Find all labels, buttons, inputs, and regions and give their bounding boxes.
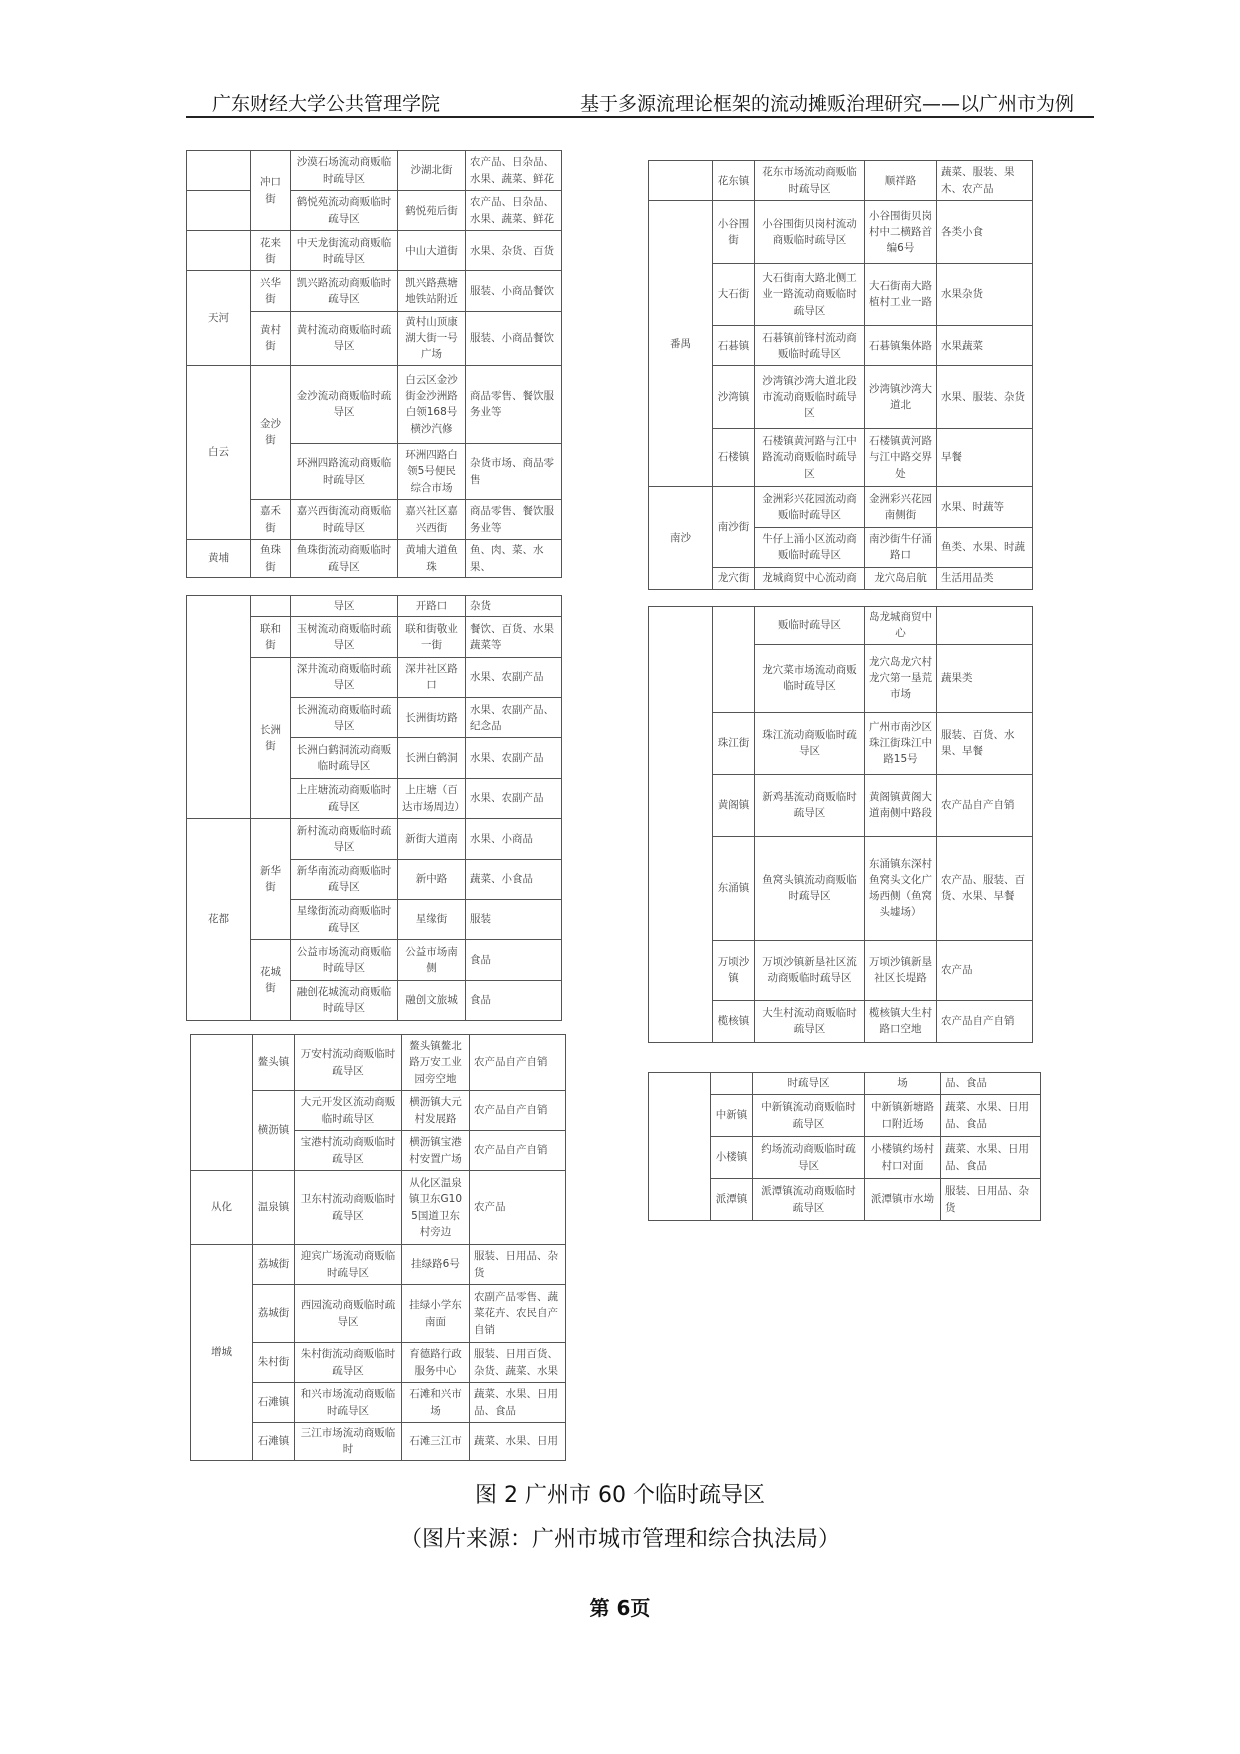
stall-table — [186, 150, 562, 578]
zone-location: 小楼镇约场村村口对面 — [865, 1137, 941, 1179]
table-row — [187, 819, 562, 859]
subdistrict-cell: 南沙街 — [713, 487, 755, 568]
zone-goods: 水果、农副产品、纪念品 — [466, 698, 562, 738]
subdistrict-cell: 派潭镇 — [711, 1179, 753, 1221]
subdistrict-cell: 龙穴街 — [713, 567, 755, 589]
zone-location: 黄村山顶康湖大街一号广场 — [398, 311, 466, 365]
subdistrict-cell: 兴华街 — [251, 271, 291, 311]
zone-name: 万顷沙镇新垦社区流动商贩临时疏导区 — [755, 940, 865, 1000]
zone-name: 金洲彩兴花园流动商贩临时疏导区 — [755, 487, 865, 527]
zone-goods: 服装、小商品餐饮 — [466, 271, 562, 311]
district-cell: 花都 — [187, 819, 251, 1021]
subdistrict-cell: 横沥镇 — [253, 1091, 295, 1171]
zone-name: 宝港村流动商贩临时疏导区 — [295, 1131, 402, 1171]
zone-location: 黄阁镇黄阁大道南侧中路段 — [865, 774, 937, 836]
zone-name: 时疏导区 — [753, 1073, 865, 1095]
header-institution: 广东财经大学公共管理学院 — [212, 93, 441, 115]
table-row — [187, 596, 562, 617]
subdistrict-cell: 花东镇 — [713, 161, 755, 201]
zone-location: 沙湖北街 — [398, 151, 466, 191]
table-block-3 — [190, 1034, 565, 1454]
zone-goods: 水果、农副产品 — [466, 657, 562, 697]
zone-goods: 服装、百货、水果、早餐 — [937, 712, 1033, 774]
subdistrict-cell: 温泉镇 — [253, 1171, 295, 1245]
stall-table — [648, 606, 1033, 1043]
zone-goods: 农产品、日杂品、水果、蔬菜、鲜花 — [466, 191, 562, 231]
zone-location: 长洲白鹤洞 — [398, 738, 466, 778]
zone-goods: 农产品自产自销 — [937, 774, 1033, 836]
subdistrict-cell: 黄村街 — [251, 311, 291, 365]
stall-table — [648, 160, 1033, 590]
zone-location: 联和街敬业一街 — [398, 617, 466, 657]
figure-source: （图片来源：广州市城市管理和综合执法局） — [399, 1527, 840, 1552]
zone-name: 卫东村流动商贩临时疏导区 — [295, 1171, 402, 1245]
zone-name: 嘉兴西街流动商贩临时疏导区 — [291, 500, 398, 540]
zone-goods: 鱼类、水果、时蔬 — [937, 527, 1033, 567]
zone-location: 从化区温泉镇卫东G105国道卫东村旁边 — [402, 1171, 470, 1245]
zone-name: 朱村街流动商贩临时疏导区 — [295, 1343, 402, 1383]
zone-goods: 服装、日用品、杂货 — [941, 1179, 1041, 1221]
zone-name: 长洲白鹤洞流动商贩临时疏导区 — [291, 738, 398, 778]
subdistrict-cell: 联和街 — [251, 617, 291, 657]
zone-goods: 蔬菜、水果、日用 — [470, 1423, 566, 1461]
zone-location: 中新镇新塘路口附近场 — [865, 1095, 941, 1137]
zone-name: 金沙流动商贩临时疏导区 — [291, 365, 398, 443]
district-cell: 黄埔 — [187, 540, 251, 578]
table-row — [649, 161, 1033, 201]
subdistrict-cell: 万顷沙镇 — [713, 940, 755, 1000]
zone-name: 珠江流动商贩临时疏导区 — [755, 712, 865, 774]
zone-goods: 商品零售、餐饮服务业等 — [466, 365, 562, 443]
zone-location: 横沥镇大元村发展路 — [402, 1091, 470, 1131]
zone-name: 石楼镇黄河路与江中路流动商贩临时疏导区 — [755, 428, 865, 486]
subdistrict-cell: 石滩镇 — [253, 1383, 295, 1423]
zone-name: 新鸡基流动商贩临时疏导区 — [755, 774, 865, 836]
zone-goods: 商品零售、餐饮服务业等 — [466, 500, 562, 540]
zone-name: 鱼珠街流动商贩临时疏导区 — [291, 540, 398, 578]
district-cell: 从化 — [191, 1171, 253, 1245]
zone-goods: 品、食品 — [941, 1073, 1041, 1095]
zone-goods: 服装、日用品、杂货 — [470, 1245, 566, 1285]
zone-location: 榄核镇大生村路口空地 — [865, 1000, 937, 1042]
zone-goods: 水果、时蔬等 — [937, 487, 1033, 527]
zone-goods: 服装、小商品餐饮 — [466, 311, 562, 365]
zone-location: 龙穴岛龙穴村龙穴第一垦荒市场 — [865, 644, 937, 712]
zone-name: 约场流动商贩临时疏导区 — [753, 1137, 865, 1179]
zone-name: 派潭镇流动商贩临时疏导区 — [753, 1179, 865, 1221]
table-row — [191, 1035, 566, 1091]
district-cell: 番禺 — [649, 201, 713, 487]
zone-location: 中山大道街 — [398, 231, 466, 271]
zone-location: 白云区金沙街金沙洲路白领168号横沙汽修 — [398, 365, 466, 443]
subdistrict-cell: 石滩镇 — [253, 1423, 295, 1461]
table-block-5 — [648, 606, 1032, 1040]
zone-location: 广州市南沙区珠江街珠江中路15号 — [865, 712, 937, 774]
zone-goods: 农产品 — [470, 1171, 566, 1245]
zone-name: 万安村流动商贩临时疏导区 — [295, 1035, 402, 1091]
zone-name: 深井流动商贩临时疏导区 — [291, 657, 398, 697]
zone-location: 龙穴岛启航 — [865, 567, 937, 589]
zone-name: 沙漠石场流动商贩临时疏导区 — [291, 151, 398, 191]
zone-location: 长洲街坊路 — [398, 698, 466, 738]
subdistrict-cell: 珠江街 — [713, 712, 755, 774]
subdistrict-cell: 小楼镇 — [711, 1137, 753, 1179]
zone-goods: 蔬果类 — [937, 644, 1033, 712]
zone-location: 公益市场南侧 — [398, 940, 466, 980]
zone-goods: 蔬菜、水果、日用品、食品 — [941, 1137, 1041, 1179]
zone-goods: 农产品自产自销 — [470, 1035, 566, 1091]
zone-name: 中天龙街流动商贩临时疏导区 — [291, 231, 398, 271]
table-row — [187, 231, 562, 271]
zone-goods: 生活用品类 — [937, 567, 1033, 589]
zone-goods — [937, 607, 1033, 645]
zone-goods: 杂货市场、商品零售 — [466, 443, 562, 499]
page-header — [186, 86, 1094, 118]
zone-location: 顺祥路 — [865, 161, 937, 201]
subdistrict-cell: 鱼珠街 — [251, 540, 291, 578]
zone-goods: 鱼、肉、菜、水果、 — [466, 540, 562, 578]
zone-goods: 农产品自产自销 — [937, 1000, 1033, 1042]
table-row — [191, 1171, 566, 1245]
zone-name: 牛仔上涌小区流动商贩临时疏导区 — [755, 527, 865, 567]
zone-name: 长洲流动商贩临时疏导区 — [291, 698, 398, 738]
zone-location: 派潭镇市水坳 — [865, 1179, 941, 1221]
zone-goods: 农产品、服装、百货、水果、早餐 — [937, 836, 1033, 940]
zone-location: 大石街南大路植村工业一路 — [865, 263, 937, 325]
zone-name: 和兴市场流动商贩临时疏导区 — [295, 1383, 402, 1423]
zone-location: 小谷围街贝岗村中二横路首编6号 — [865, 201, 937, 263]
table-row — [649, 1073, 1041, 1095]
zone-goods: 农副产品零售、蔬菜花卉、农民自产自销 — [470, 1285, 566, 1343]
zone-goods: 水果、杂货、百货 — [466, 231, 562, 271]
table-row — [187, 191, 562, 231]
subdistrict-cell: 榄核镇 — [713, 1000, 755, 1042]
zone-name: 星缘街流动商贩临时疏导区 — [291, 899, 398, 939]
subdistrict-cell: 冲口街 — [251, 151, 291, 231]
table-row — [187, 540, 562, 578]
zone-goods: 蔬菜、水果、日用品、食品 — [941, 1095, 1041, 1137]
zone-location: 黄埔大道鱼珠 — [398, 540, 466, 578]
subdistrict-cell: 嘉禾街 — [251, 500, 291, 540]
table-block-6 — [648, 1072, 1040, 1220]
subdistrict-cell: 花来街 — [251, 231, 291, 271]
zone-location: 环洲四路白领5号便民综合市场 — [398, 443, 466, 499]
zone-name: 三江市场流动商贩临时 — [295, 1423, 402, 1461]
zone-location: 星缘街 — [398, 899, 466, 939]
zone-location: 挂绿小学东南面 — [402, 1285, 470, 1343]
subdistrict-cell: 大石街 — [713, 263, 755, 325]
zone-location: 石滩三江市 — [402, 1423, 470, 1461]
subdistrict-cell: 朱村街 — [253, 1343, 295, 1383]
zone-name: 迎宾广场流动商贩临时疏导区 — [295, 1245, 402, 1285]
subdistrict-cell: 荔城街 — [253, 1245, 295, 1285]
zone-name: 环洲四路流动商贩临时疏导区 — [291, 443, 398, 499]
zone-location: 育德路行政服务中心 — [402, 1343, 470, 1383]
zone-location: 岛龙城商贸中心 — [865, 607, 937, 645]
table-block-2 — [186, 595, 561, 1021]
zone-name: 黄村流动商贩临时疏导区 — [291, 311, 398, 365]
zone-goods: 农产品自产自销 — [470, 1091, 566, 1131]
zone-goods: 蔬菜、服装、果木、农产品 — [937, 161, 1033, 201]
zone-goods: 食品 — [466, 940, 562, 980]
zone-location: 鳌头镇鳌北路万安工业园旁空地 — [402, 1035, 470, 1091]
subdistrict-cell: 沙湾镇 — [713, 366, 755, 428]
zone-name: 沙湾镇沙湾大道北段市流动商贩临时疏导区 — [755, 366, 865, 428]
zone-location: 挂绿路6号 — [402, 1245, 470, 1285]
zone-name: 石碁镇前锋村流动商贩临时疏导区 — [755, 326, 865, 366]
zone-location: 上庄塘（百达市场周边） — [398, 778, 466, 818]
zone-name: 导区 — [291, 596, 398, 617]
zone-location: 沙湾镇沙湾大道北 — [865, 366, 937, 428]
zone-name: 龙穴菜市场流动商贩临时疏导区 — [755, 644, 865, 712]
table-row — [187, 151, 562, 191]
zone-name: 凯兴路流动商贩临时疏导区 — [291, 271, 398, 311]
zone-name: 融创花城流动商贩临时疏导区 — [291, 980, 398, 1020]
table-block-4 — [648, 160, 1032, 590]
district-cell: 天河 — [187, 271, 251, 365]
stall-table — [186, 595, 562, 1021]
zone-name: 大生村流动商贩临时疏导区 — [755, 1000, 865, 1042]
page-number: 第 6页 — [589, 1596, 651, 1620]
zone-location: 石碁镇集体路 — [865, 326, 937, 366]
zone-goods: 餐饮、百货、水果蔬菜等 — [466, 617, 562, 657]
zone-location: 万顷沙镇新垦社区长堤路 — [865, 940, 937, 1000]
zone-goods: 水果、小商品 — [466, 819, 562, 859]
zone-name: 小谷围街贝岗村流动商贩临时疏导区 — [755, 201, 865, 263]
zone-name: 西园流动商贩临时疏导区 — [295, 1285, 402, 1343]
zone-goods: 农产品 — [937, 940, 1033, 1000]
zone-goods: 各类小食 — [937, 201, 1033, 263]
zone-goods: 食品 — [466, 980, 562, 1020]
subdistrict-cell: 花城街 — [251, 940, 291, 1021]
zone-location: 新中路 — [398, 859, 466, 899]
table-row — [649, 607, 1033, 645]
zone-goods: 水果、农副产品 — [466, 778, 562, 818]
zone-name: 公益市场流动商贩临时疏导区 — [291, 940, 398, 980]
zone-name: 贩临时疏导区 — [755, 607, 865, 645]
table-block-1 — [186, 150, 561, 578]
zone-location: 石楼镇黄河路与江中路交界处 — [865, 428, 937, 486]
subdistrict-cell: 长洲街 — [251, 657, 291, 818]
stall-table — [648, 1072, 1041, 1221]
zone-goods: 蔬菜、小食品 — [466, 859, 562, 899]
subdistrict-cell: 鳌头镇 — [253, 1035, 295, 1091]
table-row — [187, 271, 562, 311]
zone-name: 大元开发区流动商贩临时疏导区 — [295, 1091, 402, 1131]
subdistrict-cell: 石楼镇 — [713, 428, 755, 486]
subdistrict-cell: 荔城街 — [253, 1285, 295, 1343]
header-paper-title: 基于多源流理论框架的流动摊贩治理研究——以广州市为例 — [579, 93, 1074, 115]
district-cell: 增城 — [191, 1245, 253, 1461]
table-row — [649, 487, 1033, 527]
subdistrict-cell: 石碁镇 — [713, 326, 755, 366]
zone-name: 新村流动商贩临时疏导区 — [291, 819, 398, 859]
zone-name: 鱼窝头镇流动商贩临时疏导区 — [755, 836, 865, 940]
zone-name: 中新镇流动商贩临时疏导区 — [753, 1095, 865, 1137]
table-row — [191, 1245, 566, 1285]
zone-location: 金洲彩兴花园南侧街 — [865, 487, 937, 527]
table-row — [187, 365, 562, 443]
zone-location: 横沥镇宝港村安置广场 — [402, 1131, 470, 1171]
zone-name: 龙城商贸中心流动商 — [755, 567, 865, 589]
figure-caption: 图 2 广州市 60 个临时疏导区 — [475, 1483, 765, 1508]
zone-goods: 水果、农副产品 — [466, 738, 562, 778]
zone-goods: 农产品、日杂品、水果、蔬菜、鲜花 — [466, 151, 562, 191]
zone-location: 凯兴路燕塘地铁站附近 — [398, 271, 466, 311]
zone-location: 融创文旅城 — [398, 980, 466, 1020]
zone-name: 上庄塘流动商贩临时疏导区 — [291, 778, 398, 818]
zone-name: 鹤悦苑流动商贩临时疏导区 — [291, 191, 398, 231]
subdistrict-cell: 东涌镇 — [713, 836, 755, 940]
zone-location: 东涌镇东深村鱼窝头文化广场西侧（鱼窝头墟场） — [865, 836, 937, 940]
zone-goods: 早餐 — [937, 428, 1033, 486]
zone-location: 开路口 — [398, 596, 466, 617]
subdistrict-cell: 小谷围街 — [713, 201, 755, 263]
zone-name: 新华南流动商贩临时疏导区 — [291, 859, 398, 899]
zone-goods: 服装 — [466, 899, 562, 939]
subdistrict-cell: 新华街 — [251, 819, 291, 940]
zone-goods: 杂货 — [466, 596, 562, 617]
zone-location: 鹤悦苑后街 — [398, 191, 466, 231]
zone-location: 深井社区路口 — [398, 657, 466, 697]
table-row — [649, 201, 1033, 263]
zone-name: 大石街南大路北侧工业一路流动商贩临时疏导区 — [755, 263, 865, 325]
zone-goods: 水果蔬菜 — [937, 326, 1033, 366]
zone-location: 新街大道南 — [398, 819, 466, 859]
subdistrict-cell: 中新镇 — [711, 1095, 753, 1137]
district-cell: 南沙 — [649, 487, 713, 590]
zone-goods: 水果、服装、杂货 — [937, 366, 1033, 428]
zone-goods: 农产品自产自销 — [470, 1131, 566, 1171]
stall-table — [190, 1034, 566, 1461]
zone-goods: 服装、日用百货、杂货、蔬菜、水果 — [470, 1343, 566, 1383]
subdistrict-cell: 黄阁镇 — [713, 774, 755, 836]
zone-location: 南沙街牛仔涌路口 — [865, 527, 937, 567]
zone-goods: 水果杂货 — [937, 263, 1033, 325]
zone-location: 场 — [865, 1073, 941, 1095]
zone-name: 玉树流动商贩临时疏导区 — [291, 617, 398, 657]
zone-location: 石滩和兴市场 — [402, 1383, 470, 1423]
zone-location: 嘉兴社区嘉兴西街 — [398, 500, 466, 540]
zone-name: 花东市场流动商贩临时疏导区 — [755, 161, 865, 201]
zone-goods: 蔬菜、水果、日用品、食品 — [470, 1383, 566, 1423]
district-cell: 白云 — [187, 365, 251, 540]
subdistrict-cell: 金沙街 — [251, 365, 291, 499]
